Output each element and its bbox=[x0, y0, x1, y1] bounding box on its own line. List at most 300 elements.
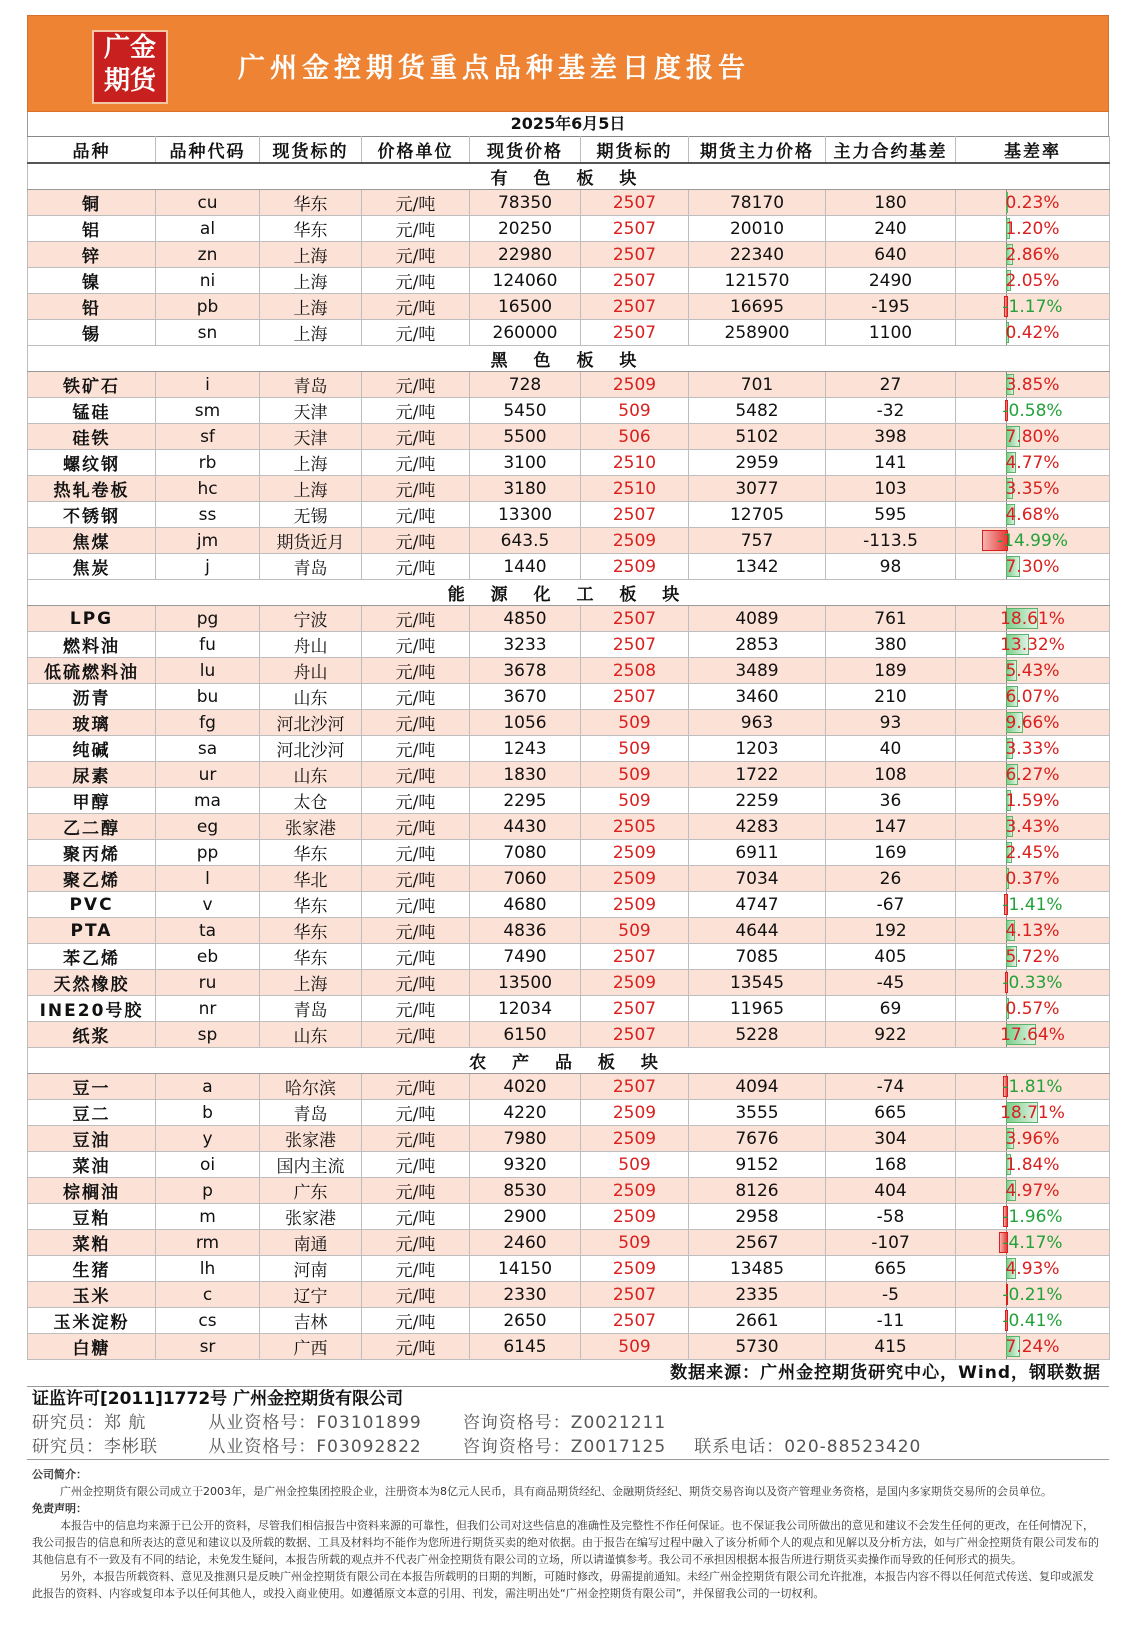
cell-contract: 2507 bbox=[581, 502, 689, 528]
cell-rate bbox=[956, 398, 1110, 424]
cell-futures: 5730 bbox=[689, 1334, 826, 1360]
cell-name: 纸浆 bbox=[28, 1022, 156, 1048]
cell-basis: 26 bbox=[826, 866, 956, 892]
table-row bbox=[28, 554, 1110, 580]
cell-unit: 元/吨 bbox=[362, 398, 470, 424]
cell-futures: 13485 bbox=[689, 1256, 826, 1282]
cell-name: INE20号胶 bbox=[28, 996, 156, 1022]
report-title: 广州金控期货重点品种基差日度报告 bbox=[238, 53, 750, 84]
table-row bbox=[28, 242, 1110, 268]
cell-futures: 5228 bbox=[689, 1022, 826, 1048]
cell-futures: 701 bbox=[689, 372, 826, 398]
cell-spot-ref: 青岛 bbox=[260, 554, 362, 580]
cell-futures: 4089 bbox=[689, 606, 826, 632]
table-row bbox=[28, 476, 1110, 502]
cell-basis: 1100 bbox=[826, 320, 956, 346]
cell-rate bbox=[956, 1230, 1110, 1256]
cell-rate bbox=[956, 684, 1110, 710]
table-row bbox=[28, 1152, 1110, 1178]
table-row bbox=[28, 1126, 1110, 1152]
cell-contract: 2509 bbox=[581, 970, 689, 996]
cell-code: oi bbox=[156, 1152, 260, 1178]
cell-spot: 3233 bbox=[470, 632, 581, 658]
cell-code: y bbox=[156, 1126, 260, 1152]
rate-value: 4.97% bbox=[1005, 1180, 1060, 1201]
cell-contract: 509 bbox=[581, 710, 689, 736]
report-header bbox=[27, 15, 1109, 112]
cell-contract: 509 bbox=[581, 1230, 689, 1256]
cell-spot: 5450 bbox=[470, 398, 581, 424]
cell-name: 铜 bbox=[28, 190, 156, 216]
table-row bbox=[28, 892, 1110, 918]
cell-code: sm bbox=[156, 398, 260, 424]
cell-spot-ref: 天津 bbox=[260, 424, 362, 450]
cell-spot: 124060 bbox=[470, 268, 581, 294]
table-header-row bbox=[28, 137, 1110, 164]
cell-spot: 4020 bbox=[470, 1074, 581, 1100]
table-row bbox=[28, 1230, 1110, 1256]
cell-contract: 2509 bbox=[581, 1178, 689, 1204]
cell-name: 锡 bbox=[28, 320, 156, 346]
cell-spot-ref: 山东 bbox=[260, 684, 362, 710]
cell-futures: 20010 bbox=[689, 216, 826, 242]
table-row bbox=[28, 450, 1110, 476]
cell-code: jm bbox=[156, 528, 260, 554]
cell-contract: 2509 bbox=[581, 1126, 689, 1152]
rate-value: 1.20% bbox=[1005, 218, 1060, 239]
cell-rate bbox=[956, 892, 1110, 918]
cell-basis: 304 bbox=[826, 1126, 956, 1152]
cell-unit: 元/吨 bbox=[362, 736, 470, 762]
cell-spot-ref: 广西 bbox=[260, 1334, 362, 1360]
cell-name: 纯碱 bbox=[28, 736, 156, 762]
cell-code: zn bbox=[156, 242, 260, 268]
cell-rate bbox=[956, 606, 1110, 632]
cell-contract: 509 bbox=[581, 1334, 689, 1360]
cell-spot: 260000 bbox=[470, 320, 581, 346]
cell-rate bbox=[956, 372, 1110, 398]
cell-spot-ref: 山东 bbox=[260, 762, 362, 788]
cell-spot-ref: 上海 bbox=[260, 242, 362, 268]
cell-code: eg bbox=[156, 814, 260, 840]
cell-unit: 元/吨 bbox=[362, 1100, 470, 1126]
cell-code: fg bbox=[156, 710, 260, 736]
cell-futures: 7085 bbox=[689, 944, 826, 970]
rate-value: -14.99% bbox=[997, 530, 1068, 551]
cell-code: ss bbox=[156, 502, 260, 528]
cell-rate bbox=[956, 970, 1110, 996]
cell-basis: -11 bbox=[826, 1308, 956, 1334]
table-body bbox=[28, 163, 1110, 1360]
cell-spot-ref: 华东 bbox=[260, 216, 362, 242]
company-logo bbox=[92, 30, 168, 104]
cell-contract: 2507 bbox=[581, 684, 689, 710]
cell-futures: 7676 bbox=[689, 1126, 826, 1152]
logo-line-1: 广金 bbox=[103, 33, 156, 63]
cell-code: rb bbox=[156, 450, 260, 476]
table-row bbox=[28, 528, 1110, 554]
cell-futures: 11965 bbox=[689, 996, 826, 1022]
cell-name: 乙二醇 bbox=[28, 814, 156, 840]
cell-futures: 2567 bbox=[689, 1230, 826, 1256]
cell-unit: 元/吨 bbox=[362, 528, 470, 554]
cell-rate bbox=[956, 840, 1110, 866]
cell-code: ta bbox=[156, 918, 260, 944]
table-row bbox=[28, 944, 1110, 970]
cell-contract: 2507 bbox=[581, 1308, 689, 1334]
cell-futures: 22340 bbox=[689, 242, 826, 268]
cell-contract: 2507 bbox=[581, 216, 689, 242]
table-row bbox=[28, 996, 1110, 1022]
cell-spot: 2460 bbox=[470, 1230, 581, 1256]
cell-name: 镍 bbox=[28, 268, 156, 294]
cell-contract: 509 bbox=[581, 762, 689, 788]
cell-futures: 1203 bbox=[689, 736, 826, 762]
cell-code: p bbox=[156, 1178, 260, 1204]
cell-spot-ref: 宁波 bbox=[260, 606, 362, 632]
cell-spot: 643.5 bbox=[470, 528, 581, 554]
cell-name: 沥青 bbox=[28, 684, 156, 710]
rate-value: -0.41% bbox=[1002, 1310, 1063, 1331]
cell-basis: 761 bbox=[826, 606, 956, 632]
rate-value: -1.41% bbox=[1002, 894, 1063, 915]
table-row bbox=[28, 398, 1110, 424]
rate-value: 3.33% bbox=[1005, 738, 1060, 759]
cell-basis: -74 bbox=[826, 1074, 956, 1100]
cell-spot-ref: 河北沙河 bbox=[260, 710, 362, 736]
cell-basis: 169 bbox=[826, 840, 956, 866]
cell-code: pg bbox=[156, 606, 260, 632]
section-title: 有 色 板 块 bbox=[28, 163, 1110, 190]
table-row bbox=[28, 606, 1110, 632]
table-row bbox=[28, 372, 1110, 398]
cell-code: v bbox=[156, 892, 260, 918]
cell-basis: -113.5 bbox=[826, 528, 956, 554]
cell-unit: 元/吨 bbox=[362, 1282, 470, 1308]
researcher-1-name: 研究员：郑 航 bbox=[32, 1413, 147, 1433]
cell-spot: 7980 bbox=[470, 1126, 581, 1152]
cell-rate bbox=[956, 1152, 1110, 1178]
cell-name: 铁矿石 bbox=[28, 372, 156, 398]
cell-unit: 元/吨 bbox=[362, 710, 470, 736]
cell-code: al bbox=[156, 216, 260, 242]
cell-futures: 3460 bbox=[689, 684, 826, 710]
cell-spot: 9320 bbox=[470, 1152, 581, 1178]
cell-futures: 258900 bbox=[689, 320, 826, 346]
column-header: 现货标的 bbox=[260, 137, 362, 164]
cell-unit: 元/吨 bbox=[362, 216, 470, 242]
table-row bbox=[28, 1256, 1110, 1282]
rate-value: -1.81% bbox=[1002, 1076, 1063, 1097]
cell-spot-ref: 山东 bbox=[260, 1022, 362, 1048]
section-row bbox=[28, 163, 1110, 190]
cell-basis: -195 bbox=[826, 294, 956, 320]
researcher-2-consult: 咨询资格号：Z0017125 bbox=[462, 1437, 667, 1457]
cell-code: ur bbox=[156, 762, 260, 788]
cell-unit: 元/吨 bbox=[362, 476, 470, 502]
cell-unit: 元/吨 bbox=[362, 502, 470, 528]
cell-spot: 2650 bbox=[470, 1308, 581, 1334]
cell-spot: 13500 bbox=[470, 970, 581, 996]
cell-contract: 2509 bbox=[581, 866, 689, 892]
cell-rate bbox=[956, 632, 1110, 658]
cell-futures: 7034 bbox=[689, 866, 826, 892]
cell-spot: 5500 bbox=[470, 424, 581, 450]
cell-rate bbox=[956, 424, 1110, 450]
cell-rate bbox=[956, 1100, 1110, 1126]
cell-unit: 元/吨 bbox=[362, 606, 470, 632]
cell-name: 白糖 bbox=[28, 1334, 156, 1360]
rate-value: 0.57% bbox=[1005, 998, 1060, 1019]
data-source: 数据来源：广州金控期货研究中心，Wind，钢联数据 bbox=[27, 1360, 1109, 1387]
table-row bbox=[28, 502, 1110, 528]
section-title: 黑 色 板 块 bbox=[28, 346, 1110, 372]
table-row bbox=[28, 814, 1110, 840]
cell-spot-ref: 河南 bbox=[260, 1256, 362, 1282]
cell-futures: 12705 bbox=[689, 502, 826, 528]
cell-spot-ref: 华东 bbox=[260, 918, 362, 944]
cell-unit: 元/吨 bbox=[362, 892, 470, 918]
cell-name: 焦煤 bbox=[28, 528, 156, 554]
cell-unit: 元/吨 bbox=[362, 684, 470, 710]
rate-value: 7.24% bbox=[1005, 1336, 1060, 1357]
cell-spot-ref: 南通 bbox=[260, 1230, 362, 1256]
cell-spot: 3100 bbox=[470, 450, 581, 476]
cell-spot: 20250 bbox=[470, 216, 581, 242]
cell-unit: 元/吨 bbox=[362, 424, 470, 450]
cell-futures: 2661 bbox=[689, 1308, 826, 1334]
rate-value: 3.85% bbox=[1005, 374, 1060, 395]
cell-futures: 2959 bbox=[689, 450, 826, 476]
cell-spot-ref: 吉林 bbox=[260, 1308, 362, 1334]
cell-futures: 4644 bbox=[689, 918, 826, 944]
cell-contract: 2507 bbox=[581, 996, 689, 1022]
rate-value: 2.05% bbox=[1005, 270, 1060, 291]
cell-unit: 元/吨 bbox=[362, 632, 470, 658]
cell-name: 铅 bbox=[28, 294, 156, 320]
cell-unit: 元/吨 bbox=[362, 944, 470, 970]
table-row bbox=[28, 1178, 1110, 1204]
cell-contract: 2509 bbox=[581, 1256, 689, 1282]
researcher-1 bbox=[27, 1411, 1109, 1435]
cell-contract: 2507 bbox=[581, 606, 689, 632]
cell-code: sf bbox=[156, 424, 260, 450]
rate-value: 17.64% bbox=[1000, 1024, 1065, 1045]
cell-spot: 6145 bbox=[470, 1334, 581, 1360]
cell-spot-ref: 上海 bbox=[260, 294, 362, 320]
cell-contract: 2507 bbox=[581, 190, 689, 216]
rate-value: -0.21% bbox=[1002, 1284, 1063, 1305]
cell-contract: 2509 bbox=[581, 840, 689, 866]
cell-spot: 13300 bbox=[470, 502, 581, 528]
cell-code: cu bbox=[156, 190, 260, 216]
cell-spot: 2295 bbox=[470, 788, 581, 814]
cell-code: ni bbox=[156, 268, 260, 294]
cell-contract: 2507 bbox=[581, 1074, 689, 1100]
cell-code: l bbox=[156, 866, 260, 892]
cell-unit: 元/吨 bbox=[362, 268, 470, 294]
disclaimer-text-1: 本报告中的信息均来源于已公开的资料，尽管我们相信报告中资料来源的可靠性，但我们公司对这些信息的准确性及完整性不作任何保证。也不保证我公司所做出的意见和建议不会发生任何的更改，在任何情况下，我公司报告的信息和所表达的意见和建议以及所载的数据、工具及材料均不能作为您所进行期货买卖的绝对依据。由于报告在编写过程中融入了该分析师个人的观点和见解以及分析方法，如与广州金控期货有限公司发布的其他信息有不一致及有不同的结论，未免发生疑问，本报告所载的观点并不代表广州金控期货有限公司的立场，所以请谨慎参考。我公司不承担因根据本报告所进行期货买卖操作而导致的任何形式的损失。 bbox=[32, 1519, 1099, 1566]
rate-value: 4.13% bbox=[1005, 920, 1060, 941]
cell-unit: 元/吨 bbox=[362, 372, 470, 398]
cell-spot: 8530 bbox=[470, 1178, 581, 1204]
column-header: 主力合约基差 bbox=[826, 137, 956, 164]
cell-spot-ref: 太仓 bbox=[260, 788, 362, 814]
cell-rate bbox=[956, 242, 1110, 268]
rate-value: 7.30% bbox=[1005, 556, 1060, 577]
cell-spot-ref: 期货近月 bbox=[260, 528, 362, 554]
cell-contract: 2507 bbox=[581, 944, 689, 970]
cell-futures: 4094 bbox=[689, 1074, 826, 1100]
table-row bbox=[28, 970, 1110, 996]
rate-value: 5.43% bbox=[1005, 660, 1060, 681]
rate-value: 2.45% bbox=[1005, 842, 1060, 863]
table-row bbox=[28, 268, 1110, 294]
cell-spot-ref: 上海 bbox=[260, 450, 362, 476]
cell-spot: 7080 bbox=[470, 840, 581, 866]
cell-spot-ref: 华东 bbox=[260, 944, 362, 970]
cell-contract: 506 bbox=[581, 424, 689, 450]
cell-rate bbox=[956, 1204, 1110, 1230]
cell-contract: 2510 bbox=[581, 476, 689, 502]
cell-spot-ref: 青岛 bbox=[260, 372, 362, 398]
cell-basis: -32 bbox=[826, 398, 956, 424]
cell-contract: 2507 bbox=[581, 268, 689, 294]
cell-basis: -45 bbox=[826, 970, 956, 996]
cell-code: nr bbox=[156, 996, 260, 1022]
researcher-1-consult: 咨询资格号：Z0021211 bbox=[462, 1413, 667, 1433]
cell-basis: -107 bbox=[826, 1230, 956, 1256]
cell-code: eb bbox=[156, 944, 260, 970]
cell-basis: 665 bbox=[826, 1100, 956, 1126]
cell-basis: 108 bbox=[826, 762, 956, 788]
cell-basis: -5 bbox=[826, 1282, 956, 1308]
cell-basis: 27 bbox=[826, 372, 956, 398]
cell-name: 玻璃 bbox=[28, 710, 156, 736]
rate-value: 0.37% bbox=[1005, 868, 1060, 889]
section-row bbox=[28, 580, 1110, 606]
cell-spot-ref: 国内主流 bbox=[260, 1152, 362, 1178]
cell-code: ma bbox=[156, 788, 260, 814]
cell-rate bbox=[956, 320, 1110, 346]
cell-name: 低硫燃料油 bbox=[28, 658, 156, 684]
cell-spot: 3180 bbox=[470, 476, 581, 502]
cell-contract: 2507 bbox=[581, 1282, 689, 1308]
table-row bbox=[28, 840, 1110, 866]
column-header: 期货主力价格 bbox=[689, 137, 826, 164]
cell-name: 燃料油 bbox=[28, 632, 156, 658]
cell-code: sa bbox=[156, 736, 260, 762]
rate-value: 18.71% bbox=[1000, 1102, 1065, 1123]
table-row bbox=[28, 762, 1110, 788]
cell-code: pp bbox=[156, 840, 260, 866]
table-row bbox=[28, 684, 1110, 710]
cell-basis: 380 bbox=[826, 632, 956, 658]
report-date: 2025年6月5日 bbox=[27, 112, 1109, 136]
cell-unit: 元/吨 bbox=[362, 918, 470, 944]
cell-contract: 2509 bbox=[581, 1204, 689, 1230]
table-row bbox=[28, 320, 1110, 346]
rate-value: 3.96% bbox=[1005, 1128, 1060, 1149]
cell-unit: 元/吨 bbox=[362, 320, 470, 346]
cell-futures: 5482 bbox=[689, 398, 826, 424]
cell-basis: -67 bbox=[826, 892, 956, 918]
cell-spot-ref: 华东 bbox=[260, 840, 362, 866]
rate-value: 6.27% bbox=[1005, 764, 1060, 785]
cell-unit: 元/吨 bbox=[362, 1126, 470, 1152]
cell-unit: 元/吨 bbox=[362, 242, 470, 268]
cell-name: 菜粕 bbox=[28, 1230, 156, 1256]
cell-basis: 93 bbox=[826, 710, 956, 736]
section-title: 农 产 品 板 块 bbox=[28, 1048, 1110, 1074]
cell-rate bbox=[956, 1282, 1110, 1308]
cell-code: i bbox=[156, 372, 260, 398]
table-row bbox=[28, 1282, 1110, 1308]
cell-basis: 404 bbox=[826, 1178, 956, 1204]
cell-code: j bbox=[156, 554, 260, 580]
cell-spot: 78350 bbox=[470, 190, 581, 216]
rate-value: 7.80% bbox=[1005, 426, 1060, 447]
cell-futures: 3555 bbox=[689, 1100, 826, 1126]
researcher-1-qual: 从业资格号：F03101899 bbox=[208, 1413, 422, 1433]
section-title: 能 源 化 工 板 块 bbox=[28, 580, 1110, 606]
cell-basis: 180 bbox=[826, 190, 956, 216]
cell-spot: 1056 bbox=[470, 710, 581, 736]
column-header: 期货标的 bbox=[581, 137, 689, 164]
cell-name: 铝 bbox=[28, 216, 156, 242]
rate-value: 0.42% bbox=[1005, 322, 1060, 343]
cell-futures: 8126 bbox=[689, 1178, 826, 1204]
rate-value: -0.58% bbox=[1002, 400, 1063, 421]
cell-rate bbox=[956, 1178, 1110, 1204]
cell-name: 生猪 bbox=[28, 1256, 156, 1282]
cell-basis: 103 bbox=[826, 476, 956, 502]
cell-unit: 元/吨 bbox=[362, 658, 470, 684]
cell-basis: 595 bbox=[826, 502, 956, 528]
rate-value: -0.33% bbox=[1002, 972, 1063, 993]
cell-futures: 2335 bbox=[689, 1282, 826, 1308]
cell-rate bbox=[956, 294, 1110, 320]
cell-name: 螺纹钢 bbox=[28, 450, 156, 476]
cell-futures: 757 bbox=[689, 528, 826, 554]
basis-table bbox=[27, 136, 1110, 1360]
cell-code: sp bbox=[156, 1022, 260, 1048]
cell-contract: 2508 bbox=[581, 658, 689, 684]
cell-unit: 元/吨 bbox=[362, 1230, 470, 1256]
cell-rate bbox=[956, 554, 1110, 580]
cell-spot: 1440 bbox=[470, 554, 581, 580]
cell-name: 热轧卷板 bbox=[28, 476, 156, 502]
cell-unit: 元/吨 bbox=[362, 1074, 470, 1100]
cell-futures: 121570 bbox=[689, 268, 826, 294]
cell-rate bbox=[956, 190, 1110, 216]
cell-contract: 509 bbox=[581, 918, 689, 944]
cell-basis: 168 bbox=[826, 1152, 956, 1178]
disclaimer-heading: 免责声明： bbox=[32, 1502, 87, 1515]
cell-basis: 240 bbox=[826, 216, 956, 242]
cell-futures: 3077 bbox=[689, 476, 826, 502]
cell-basis: 141 bbox=[826, 450, 956, 476]
cell-spot: 7490 bbox=[470, 944, 581, 970]
cell-rate bbox=[956, 1334, 1110, 1360]
cell-futures: 4747 bbox=[689, 892, 826, 918]
cell-futures: 4283 bbox=[689, 814, 826, 840]
table-row bbox=[28, 788, 1110, 814]
cell-unit: 元/吨 bbox=[362, 1256, 470, 1282]
cell-contract: 2505 bbox=[581, 814, 689, 840]
report-page bbox=[27, 15, 1109, 1602]
cell-futures: 9152 bbox=[689, 1152, 826, 1178]
